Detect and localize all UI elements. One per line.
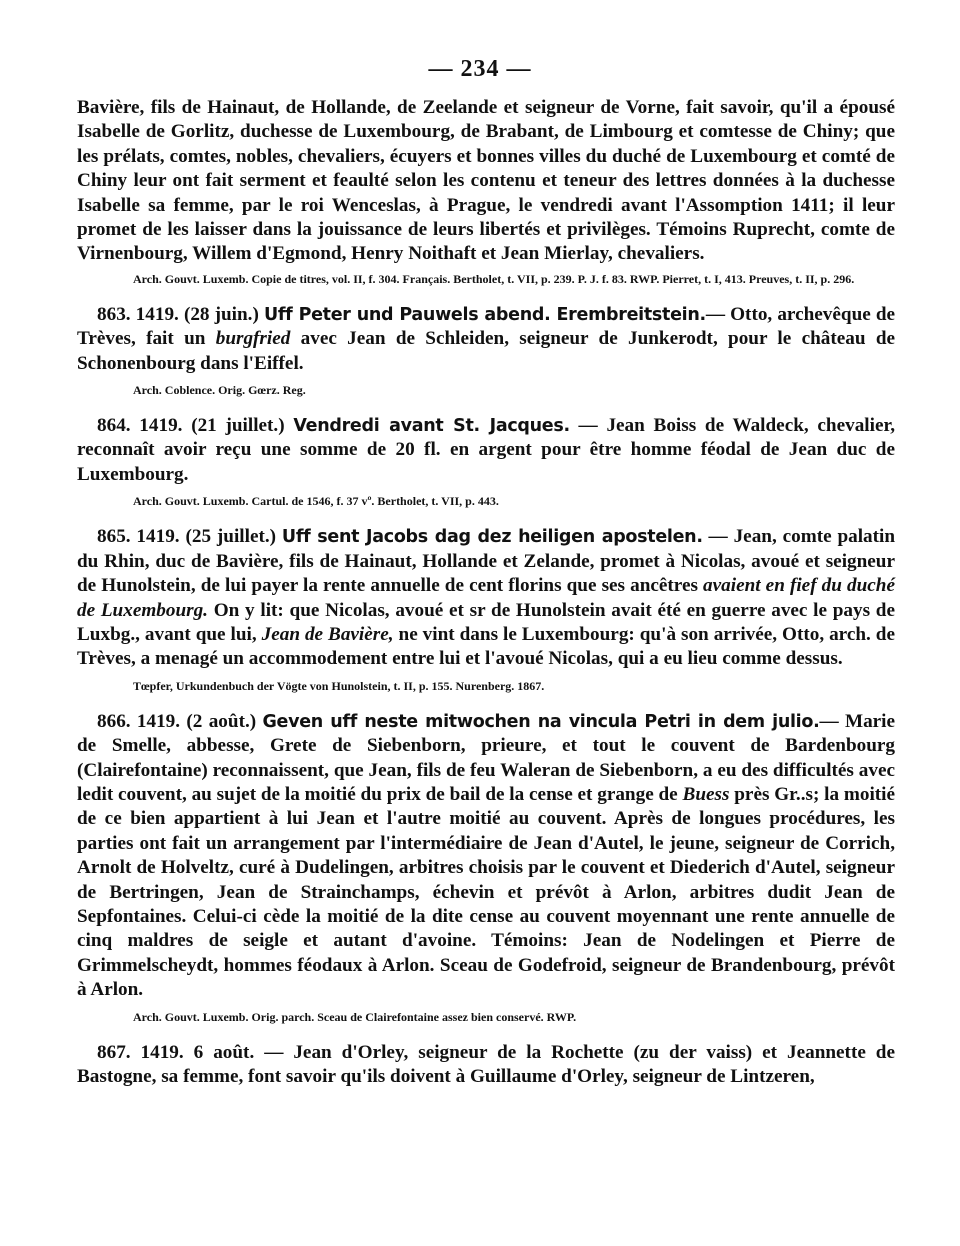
entry-text: — Otto, archevêque de Trèves, fait un bbox=[77, 303, 896, 350]
entry-text: 6 août. — Jean d'Orley, seigneur de la Rochette (zu der vaiss) et Jeannette de Bastogne, sa femme, font savoir qu'ils doivent à Guillaume d'Orley, seigneur de Lintzeren, bbox=[77, 1041, 895, 1087]
entry-text: — Jean Boiss de Waldeck, chevalier, reconnaît avoir reçu une somme de 20 fl. en argent pour être homme féodal de Jean duc de Luxembourg. bbox=[77, 415, 896, 485]
entry-body bbox=[77, 1041, 895, 1090]
entry-text: — Marie de Smelle, abbesse, Grete de Siebenborn, prieure, et tout le couvent de Bardenbourg (Clairefontaine) reconnaissent, que Jean, fils de feu Waleran de Siebenborn, a eu des difficultés avec ledit couvent, au sujet de la moitié du prix de bail de la cense et grange de bbox=[77, 710, 896, 805]
entry-source: Arch. Gouvt. Luxemb. Copie de titres, vol. II, f. 304. Français. Bertholet, t. VII, p. 239. P. J. f. 83. RWP. Pierret, t. I, 413. Preuves, t. II, p. 296. bbox=[133, 271, 855, 286]
entry-867 bbox=[77, 1041, 895, 1090]
entry-continued bbox=[77, 96, 895, 289]
page-body bbox=[77, 96, 895, 1089]
entry-date: (28 juin.) bbox=[183, 303, 259, 325]
entry-date: (2 août.) bbox=[186, 710, 257, 732]
entry-body bbox=[77, 710, 895, 1003]
entry-text: près Gr..s; la moitié de ce bien appartient à lui Jean et l'autre moitié au couvent. Après de longues procédures, les parties ont fait un arrangement par l'intermédiaire de Jean d'Autel, le jeune, seigneur de Corrich, Arnolt de Holveltz, curé à Dudelingen, arbitres choisis par le couvent et Diederich d'Autel, seigneur de Bertringen, Jean de Strainchamps, échevin et prévôt à Arlon, arbitres dudit Jean de Sepfontaines. Celui-ci cède la moitié de la dite cense au couvent moyennant une rente annuelle de cinq maldres de seigle et autant d'avoine. Témoins: Jean de Nodelingen et Pierre de Grimmelscheydt, hommes féodaux à Arlon. Sceau de Godefroid, seigneur de Brandenbourg, prévôt à Arlon. bbox=[77, 783, 896, 1001]
entry-864 bbox=[77, 414, 895, 511]
entry-number: 867. 1419. bbox=[97, 1041, 184, 1063]
entry-text: ne vint dans le Luxembourg: qu'à son arrivée, Otto, arch. de Trèves, a menagé un accommodement entre lui et l'avoué Nicolas, qui a eu lieu comme dessus. bbox=[77, 623, 895, 670]
entry-source: Arch. Coblence. Orig. Gœrz. Reg. bbox=[133, 383, 306, 398]
entry-italic: avaient en fief du duché de Luxembourg. bbox=[77, 575, 895, 621]
entry-heading: Uff Peter und Pauwels abend. Erembreitstein. bbox=[263, 304, 706, 325]
entry-number: 863. 1419. bbox=[97, 303, 179, 325]
entry-body: Bavière, fils de Hainaut, de Hollande, de Zeelande et seigneur de Vorne, fait savoir, qu'il a épousé Isabelle de Gorlitz, duchesse de Luxembourg, de Brabant, de Limbourg et comtesse de Chiny; que les prélats, comtes, nobles, chevaliers, écuyers et bonnes villes du duché de Luxembourg et comté de Chiny leur ont fait serment et feaulté selon les contenu et teneur des lettres données à la duchesse Isabelle sa femme, par le roi Wenceslas, à Prague, le vendredi avant l'Assomption 1411; il leur promet de les laisser dans la jouissance de leurs libertés et privilèges. Témoins Ruprecht, comte de Virnenbourg, Willem d'Egmond, Henry Noithaft et Jean Mierlay, chevaliers. bbox=[77, 97, 895, 265]
entry-text: — Jean, comte palatin du Rhin, duc de Bavière, fils de Hainaut, Hollande et Zelande, promet à Nicolas, avoué et seigneur de Hunolstein, de lui payer la rente annuelle de cent florins que ses ancêtres bbox=[77, 526, 896, 597]
entry-863 bbox=[77, 303, 895, 400]
entry-number: 866. 1419. bbox=[97, 710, 181, 732]
entry-source: Arch. Gouvt. Luxemb. Cartul. de 1546, f. 37 vº. Bertholet, t. VII, p. 443. bbox=[133, 494, 499, 509]
entry-heading: Vendredi avant St. Jacques. bbox=[293, 416, 570, 437]
entry-italic: Jean de Bavière, bbox=[261, 623, 394, 645]
entry-heading: Uff sent Jacobs dag dez heiligen apostelen. bbox=[281, 527, 703, 548]
page-number: — 234 — bbox=[428, 56, 532, 82]
entry-text: avec Jean de Schleiden, seigneur de Junkerodt, pour le château de Schonenbourg dans l'Eiffel. bbox=[77, 328, 896, 374]
entry-body bbox=[77, 525, 895, 671]
entry-text: On y lit: que Nicolas, avoué et sr de Hunolstein avait été en guerre avec le pays de Luxbg., avant que lui, bbox=[77, 599, 895, 645]
entry-heading: Geven uff neste mitwochen na vincula Petri in dem julio. bbox=[262, 711, 820, 732]
entry-date: (21 juillet.) bbox=[191, 415, 285, 437]
entry-865 bbox=[77, 525, 895, 695]
entry-866 bbox=[77, 710, 895, 1027]
entry-italic: Buess bbox=[682, 783, 730, 805]
entry-source: Tœpfer, Urkundenbuch der Vögte von Hunolstein, t. II, p. 155. Nurenberg. 1867. bbox=[133, 678, 545, 693]
entry-italic: burgfried bbox=[215, 328, 291, 350]
entry-body bbox=[77, 303, 895, 376]
entry-body bbox=[77, 414, 895, 487]
entry-number: 864. 1419. bbox=[97, 415, 183, 437]
entry-number: 865. 1419. bbox=[97, 526, 180, 548]
entry-date: (25 juillet.) bbox=[185, 526, 277, 548]
entry-source: Arch. Gouvt. Luxemb. Orig. parch. Sceau de Clairefontaine assez bien conservé. RWP. bbox=[133, 1009, 577, 1024]
